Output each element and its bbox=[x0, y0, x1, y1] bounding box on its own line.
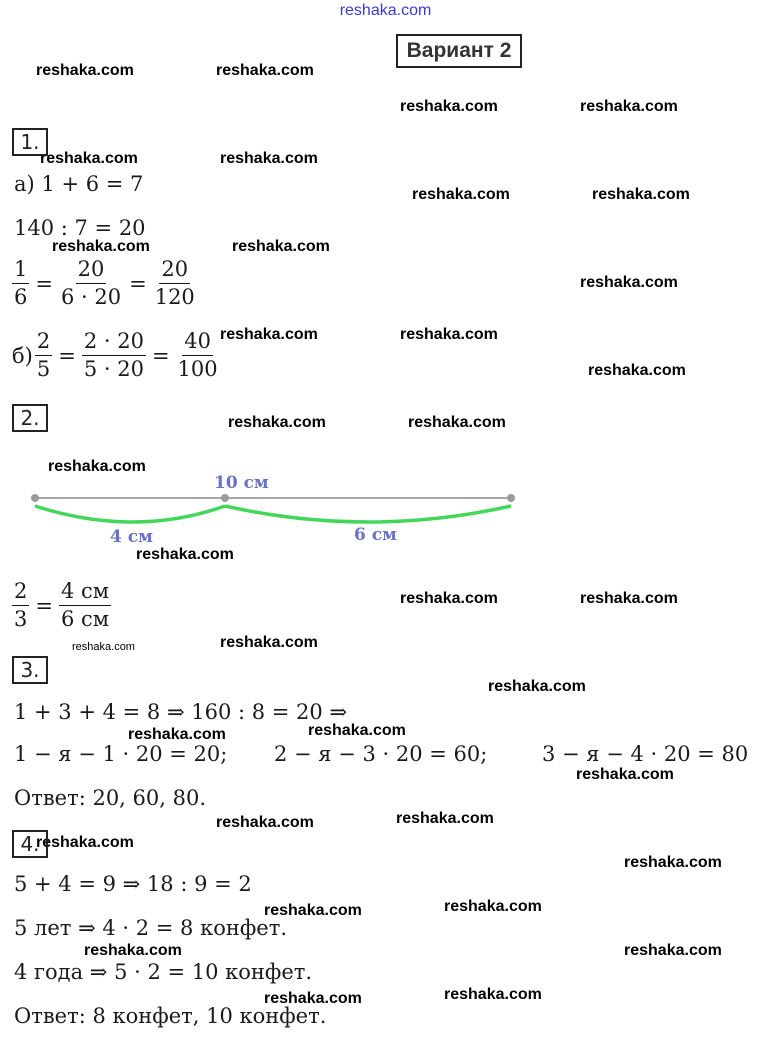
watermark: reshaka.com bbox=[220, 634, 318, 651]
watermark: reshaka.com bbox=[396, 810, 494, 827]
watermark: reshaka.com bbox=[52, 238, 150, 255]
watermark: reshaka.com bbox=[136, 546, 234, 563]
fraction: $\frac{2 \cdot 20}{5 \cdot 20}$ bbox=[83, 329, 144, 382]
watermark: reshaka.com bbox=[128, 726, 226, 743]
fraction: $\frac{20}{6 \cdot 20}$ bbox=[60, 257, 122, 310]
task1-a-eq2: 140 : 7 = 20 bbox=[14, 216, 146, 240]
fraction: $\frac{2}{3}$ bbox=[14, 579, 28, 632]
watermark: reshaka.com bbox=[48, 458, 146, 475]
task-number-4: 4. bbox=[12, 830, 48, 858]
watermark: reshaka.com bbox=[84, 942, 182, 959]
task-number-1: 1. bbox=[12, 128, 48, 156]
watermark: reshaka.com bbox=[580, 274, 678, 291]
task1-a-eq1: 1 + 6 = 7 bbox=[41, 172, 144, 196]
task3-part1: 1 − я − 1 · 20 = 20; bbox=[14, 742, 228, 766]
task3-part3: 3 − я − 4 · 20 = 80 bbox=[542, 742, 749, 766]
fraction: $\frac{4 см}{6 см}$ bbox=[60, 579, 110, 632]
watermark: reshaka.com bbox=[36, 834, 134, 851]
task2-fraction-equation: $\frac{2}{3}$ = $\frac{4 см}{6 см}$ bbox=[10, 578, 113, 634]
watermark: reshaka.com bbox=[220, 326, 318, 343]
watermark: reshaka.com bbox=[624, 854, 722, 871]
segment-diagram bbox=[0, 480, 771, 560]
watermark: reshaka.com bbox=[308, 722, 406, 739]
task3-part2: 2 − я − 3 · 20 = 60; bbox=[274, 742, 488, 766]
watermark: reshaka.com bbox=[220, 150, 318, 167]
watermark-top: reshaka.com bbox=[339, 2, 432, 19]
watermark: reshaka.com bbox=[40, 150, 138, 167]
task1-fraction-equation-b: б) $\frac{2}{5}$ = $\frac{2 \cdot 20}{5 \cdot 20}$ = $\frac{40}{100}$ bbox=[12, 328, 222, 384]
watermark: reshaka.com bbox=[576, 766, 674, 783]
left-length-label: 4 см bbox=[110, 527, 153, 547]
watermark: reshaka.com bbox=[400, 590, 498, 607]
segment-point-middle bbox=[221, 494, 229, 502]
left-part-arc bbox=[35, 506, 225, 522]
watermark: reshaka.com bbox=[264, 990, 362, 1007]
task1-a-label: а) bbox=[14, 172, 35, 196]
task-number-3: 3. bbox=[12, 656, 48, 684]
task4-line2: 5 лет ⇒ 4 · 2 = 8 конфет. bbox=[14, 916, 288, 940]
watermark: reshaka.com bbox=[444, 898, 542, 915]
right-part-arc bbox=[225, 506, 511, 522]
watermark: reshaka.com bbox=[228, 414, 326, 431]
watermark: reshaka.com bbox=[400, 98, 498, 115]
fraction: $\frac{1}{6}$ bbox=[14, 257, 28, 310]
watermark: reshaka.com bbox=[400, 326, 498, 343]
total-length-label: 10 см bbox=[214, 473, 269, 493]
fraction: $\frac{2}{5}$ bbox=[36, 329, 51, 382]
task3-line1: 1 + 3 + 4 = 8 ⇒ 160 : 8 = 20 ⇒ bbox=[14, 700, 348, 724]
watermark-small: reshaka.com bbox=[72, 641, 135, 653]
watermark: reshaka.com bbox=[264, 902, 362, 919]
task4-line1: 5 + 4 = 9 ⇒ 18 : 9 = 2 bbox=[14, 872, 252, 896]
task4-answer: Ответ: 8 конфет, 10 конфет. bbox=[14, 1004, 327, 1028]
task1-line-a bbox=[14, 172, 143, 196]
segment-point-end bbox=[507, 494, 515, 502]
variant-title: Вариант 2 bbox=[396, 34, 522, 68]
watermark: reshaka.com bbox=[488, 678, 586, 695]
task1-fraction-equation-a: $\frac{1}{6}$ = $\frac{20}{6 \cdot 20}$ = $\frac{20}{120}$ bbox=[10, 256, 199, 312]
watermark: reshaka.com bbox=[36, 62, 134, 79]
task1-b-label: б) bbox=[12, 343, 33, 368]
watermark: reshaka.com bbox=[216, 814, 314, 831]
fraction: $\frac{20}{120}$ bbox=[154, 257, 195, 310]
right-length-label: 6 см bbox=[354, 525, 397, 545]
watermark: reshaka.com bbox=[444, 986, 542, 1003]
watermark: reshaka.com bbox=[580, 590, 678, 607]
watermark: reshaka.com bbox=[412, 186, 510, 203]
fraction: $\frac{40}{100}$ bbox=[177, 329, 218, 382]
watermark: reshaka.com bbox=[232, 238, 330, 255]
watermark: reshaka.com bbox=[216, 62, 314, 79]
watermark: reshaka.com bbox=[624, 942, 722, 959]
watermark: reshaka.com bbox=[408, 414, 506, 431]
watermark: reshaka.com bbox=[580, 98, 678, 115]
watermark: reshaka.com bbox=[592, 186, 690, 203]
task4-line3: 4 года ⇒ 5 · 2 = 10 конфет. bbox=[14, 960, 313, 984]
segment-point-start bbox=[31, 494, 39, 502]
watermark: reshaka.com bbox=[588, 362, 686, 379]
task-number-2: 2. bbox=[12, 404, 48, 432]
task3-answer: Ответ: 20, 60, 80. bbox=[14, 786, 206, 810]
